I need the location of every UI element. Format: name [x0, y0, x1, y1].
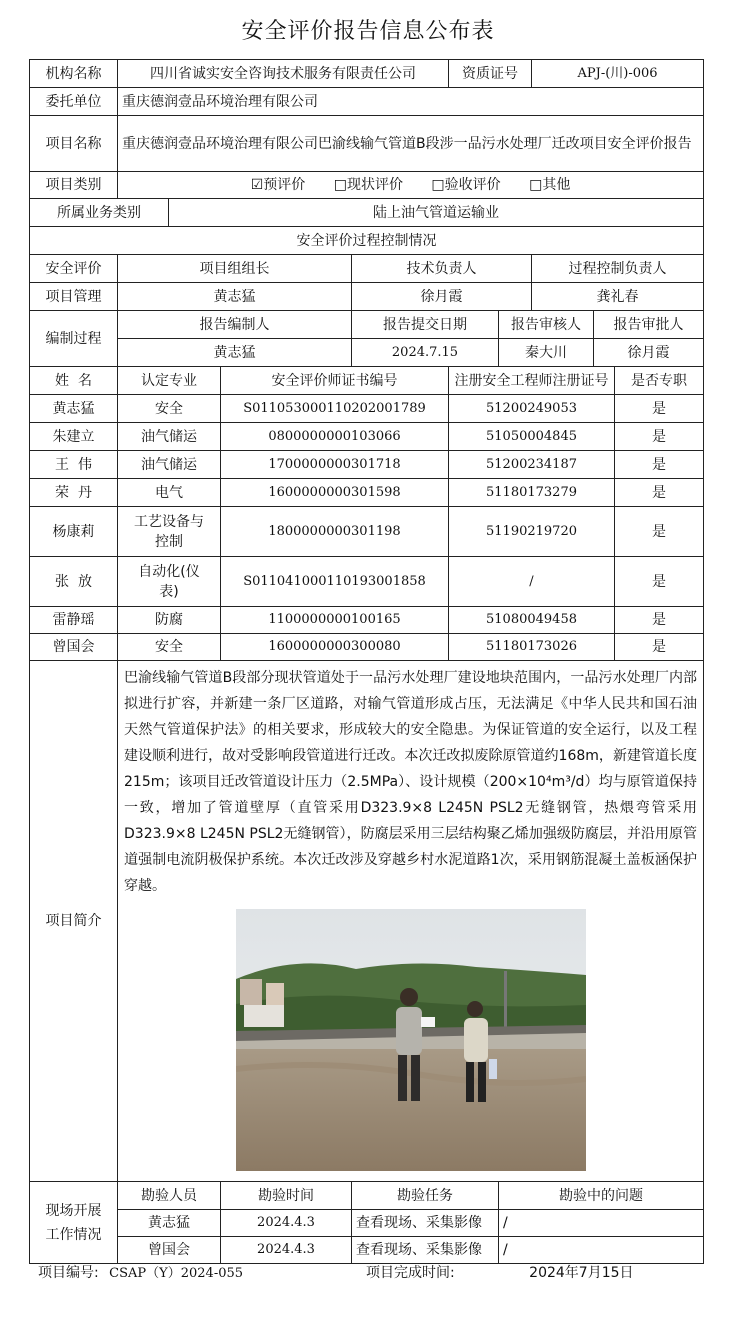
- staff-reg: 51080049458: [449, 607, 615, 634]
- site-issue: /: [499, 1210, 704, 1237]
- compile-value-reviewer: 秦大川: [499, 339, 594, 367]
- staff-cert: S011041000110193001858: [221, 557, 449, 607]
- staff-reg: 51200234187: [449, 451, 615, 479]
- management-value-leader: 黄志猛: [118, 283, 352, 311]
- project-name-value: 重庆德润壹品环境治理有限公司巴渝线输气管道B段涉一品污水处理厂迁改项目安全评价报告: [118, 116, 704, 172]
- staff-cert: 1800000000301198: [221, 507, 449, 557]
- site-date: 2024.4.3: [221, 1210, 352, 1237]
- staff-row: [30, 451, 704, 479]
- staff-fulltime: 是: [615, 395, 704, 423]
- management-value-process: 龚礼春: [532, 283, 704, 311]
- staff-header-reg: 注册安全工程师注册证号: [449, 367, 615, 395]
- staff-major: 油气储运: [118, 451, 221, 479]
- process-header: 安全评价过程控制情况: [30, 227, 704, 255]
- project-type-label: 项目类别: [30, 172, 118, 199]
- staff-fulltime: 是: [615, 557, 704, 607]
- intro-cell: [118, 661, 704, 1182]
- staff-header-row: [30, 367, 704, 395]
- business-label: 所属业务类别: [30, 199, 169, 227]
- staff-major: 防腐: [118, 607, 221, 634]
- compile-value-date: 2024.7.15: [352, 339, 499, 367]
- staff-major: 安全: [118, 634, 221, 661]
- cert-value: APJ-(川)-006: [532, 60, 704, 88]
- staff-reg: 51200249053: [449, 395, 615, 423]
- option-pre-evaluation: ☑预评价: [250, 177, 306, 193]
- staff-name: 荣 丹: [30, 479, 118, 507]
- staff-reg: 51190219720: [449, 507, 615, 557]
- management-header-tech: 技术负责人: [352, 255, 532, 283]
- site-person: 黄志猛: [118, 1210, 221, 1237]
- staff-name: 王 伟: [30, 451, 118, 479]
- staff-cert: 0800000000103066: [221, 423, 449, 451]
- staff-name: 黄志猛: [30, 395, 118, 423]
- staff-name: 杨康莉: [30, 507, 118, 557]
- footer-project-no-label: 项目编号:: [38, 1265, 99, 1281]
- client-label: 委托单位: [30, 88, 118, 116]
- staff-reg: /: [449, 557, 615, 607]
- staff-row: [30, 423, 704, 451]
- option-acceptance-evaluation: □验收评价: [431, 177, 501, 193]
- site-header-issue: 勘验中的问题: [499, 1182, 704, 1210]
- staff-header-major: 认定专业: [118, 367, 221, 395]
- process-header-row: [30, 227, 704, 255]
- compile-header-row: [30, 311, 704, 339]
- project-type-options: [118, 172, 704, 199]
- compile-header-approver: 报告审批人: [594, 311, 704, 339]
- client-row: [30, 88, 704, 116]
- management-header-process: 过程控制负责人: [532, 255, 704, 283]
- management-header-leader: 项目组组长: [118, 255, 352, 283]
- intro-row: [30, 661, 704, 1182]
- staff-cert: 1100000000100165: [221, 607, 449, 634]
- site-label: [30, 1182, 118, 1264]
- staff-name: 朱建立: [30, 423, 118, 451]
- option-status-evaluation: □现状评价: [333, 177, 403, 193]
- org-row: [30, 60, 704, 88]
- staff-header-name: 姓 名: [30, 367, 118, 395]
- project-type-row: [30, 172, 704, 199]
- management-value-tech: 徐月霞: [352, 283, 532, 311]
- staff-cert: S011053000110202001789: [221, 395, 449, 423]
- page-title: 安全评价报告信息公布表: [241, 19, 495, 44]
- staff-reg: 51180173026: [449, 634, 615, 661]
- management-label-2: 项目管理: [30, 283, 118, 311]
- site-task: 查看现场、采集影像: [352, 1210, 499, 1237]
- compile-value-row: [30, 339, 704, 367]
- compile-value-author: 黄志猛: [118, 339, 352, 367]
- staff-cert: 1600000000301598: [221, 479, 449, 507]
- staff-row: [30, 395, 704, 423]
- staff-major: 电气: [118, 479, 221, 507]
- org-label: 机构名称: [30, 60, 118, 88]
- site-row: [30, 1210, 704, 1237]
- client-value: 重庆德润壹品环境治理有限公司: [118, 88, 704, 116]
- footer-project-no: [38, 1262, 249, 1282]
- staff-row: [30, 507, 704, 557]
- staff-major: 安全: [118, 395, 221, 423]
- staff-row: [30, 479, 704, 507]
- staff-name: 张 放: [30, 557, 118, 607]
- compile-label: 编制过程: [30, 311, 118, 367]
- cert-label: 资质证号: [449, 60, 532, 88]
- compile-value-approver: 徐月霞: [594, 339, 704, 367]
- staff-major: 油气储运: [118, 423, 221, 451]
- footer-finish-date: 2024年7月15日: [529, 1265, 634, 1281]
- staff-major: 工艺设备与控制: [118, 507, 221, 557]
- org-value: 四川省诚实安全咨询技术服务有限责任公司: [118, 60, 449, 88]
- site-label-line1: 现场开展: [45, 1202, 102, 1219]
- site-label-line2: 工作情况: [45, 1226, 102, 1243]
- management-value-row: [30, 283, 704, 311]
- site-issue: /: [499, 1237, 704, 1264]
- site-header-person: 勘验人员: [118, 1182, 221, 1210]
- staff-fulltime: 是: [615, 607, 704, 634]
- site-task: 查看现场、采集影像: [352, 1237, 499, 1264]
- staff-fulltime: 是: [615, 451, 704, 479]
- staff-cert: 1700000000301718: [221, 451, 449, 479]
- project-name-label: 项目名称: [30, 116, 118, 172]
- footer-finish-label: 项目完成时间:: [366, 1265, 455, 1281]
- staff-reg: 51180173279: [449, 479, 615, 507]
- staff-cert: 1600000000300080: [221, 634, 449, 661]
- staff-fulltime: 是: [615, 634, 704, 661]
- staff-name: 曾国会: [30, 634, 118, 661]
- staff-row: [30, 607, 704, 634]
- staff-major: 自动化(仪表): [118, 557, 221, 607]
- site-row: [30, 1237, 704, 1264]
- staff-name: 雷静瑶: [30, 607, 118, 634]
- staff-row: [30, 557, 704, 607]
- footer-finish: [366, 1262, 640, 1282]
- site-date: 2024.4.3: [221, 1237, 352, 1264]
- compile-header-author: 报告编制人: [118, 311, 352, 339]
- intro-text: 巴渝线输气管道B段部分现状管道处于一品污水处理厂建设地块范围内，一品污水处理厂内部拟进行扩容，并新建一条厂区道路，对输气管道形成占压，无法满足《中华人民共和国石油天然气管道保护法》的相关要求，形成较大的安全隐患。为保证管道的安全运行，以及工程建设顺利进行，故对受影响段管道进行迁改。本次迁改拟废除原管道约168m，新建管道长度215m；该项目迁改管道设计压力（2.5MPa）、设计规模（200×10⁴m³/d）均与原管道保持一致，增加了管道壁厚（直管采用D323.9×8 L245N PSL2无缝钢管，热煨弯管采用D323.9×8 L245N PSL2无缝钢管），防腐层采用三层结构聚乙烯加强级防腐层，并沿用原管道强制电流阴极保护系统。本次迁改涉及穿越乡村水泥道路1次，采用钢筋混凝土盖板涵保护穿越。: [124, 670, 698, 894]
- site-header-task: 勘验任务: [352, 1182, 499, 1210]
- info-table: [29, 59, 704, 1264]
- staff-header-cert: 安全评价师证书编号: [221, 367, 449, 395]
- site-photo: [236, 909, 586, 1171]
- business-value: 陆上油气管道运输业: [169, 199, 704, 227]
- compile-header-reviewer: 报告审核人: [499, 311, 594, 339]
- staff-header-fulltime: 是否专职: [615, 367, 704, 395]
- site-header-date: 勘验时间: [221, 1182, 352, 1210]
- site-person: 曾国会: [118, 1237, 221, 1264]
- intro-label: 项目简介: [30, 661, 118, 1182]
- staff-fulltime: 是: [615, 479, 704, 507]
- business-row: [30, 199, 704, 227]
- staff-fulltime: 是: [615, 423, 704, 451]
- footer-project-no-value: CSAP（Y）2024-055: [109, 1266, 244, 1281]
- option-other: □其他: [529, 177, 571, 193]
- project-name-row: [30, 116, 704, 172]
- staff-row: [30, 634, 704, 661]
- compile-header-date: 报告提交日期: [352, 311, 499, 339]
- staff-reg: 51050004845: [449, 423, 615, 451]
- staff-fulltime: 是: [615, 507, 704, 557]
- management-header-row: [30, 255, 704, 283]
- management-label-1: 安全评价: [30, 255, 118, 283]
- site-header-row: [30, 1182, 704, 1210]
